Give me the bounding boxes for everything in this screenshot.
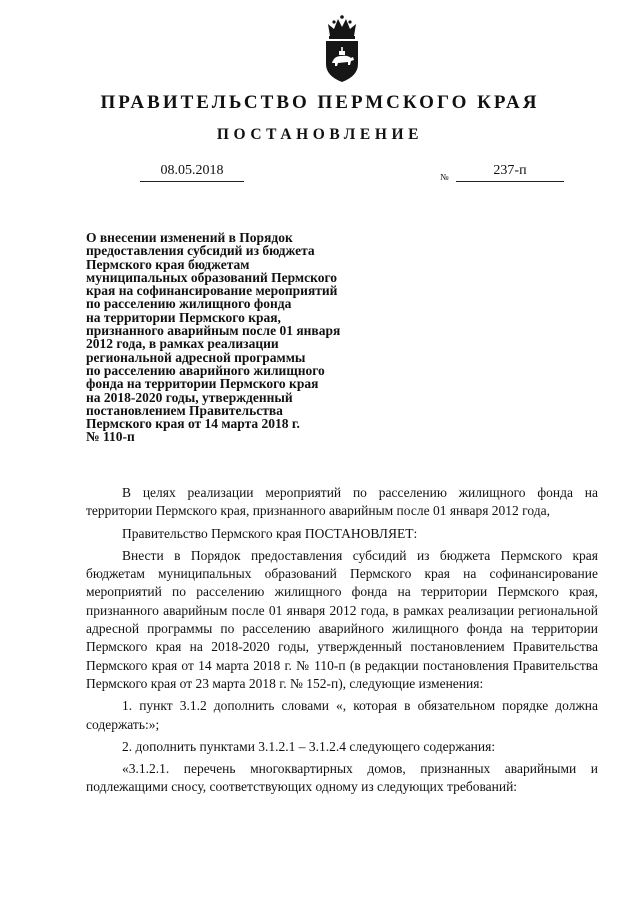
document-type: ПОСТАНОВЛЕНИЕ <box>216 126 424 143</box>
body-paragraph: Внести в Порядок предоставления субсидий из бюджета Пермского края бюджетам муниципальных образований Пермского края на софинансирование мероприятий по расселению жилищного фонда на территории Пермского края, признанного аварийным после 01 января 2012 года, в рамках реализации региональной адресной программы по расселению аварийного жилищного фонда на территории Пермского края на 2018-2020 годы, утвержденный постановлением Правительства Пермского края от 14 марта 2018 г. № 110-п (в редакции постановления Правительства Пермского края от 23 марта 2018 г. № 152-п), следующие изменения: <box>86 547 598 691</box>
document-number: 237-п <box>456 163 564 182</box>
body-paragraph: 1. пункт 3.1.2 дополнить словами «, которая в обязательном порядке должна содержать:»; <box>86 698 598 732</box>
document-body <box>86 484 598 797</box>
body-paragraph: «3.1.2.1. перечень многоквартирных домов, признанных аварийными и подлежащими сносу, соответствующих одному из следующих требований: <box>86 761 598 795</box>
body-paragraph: В целях реализации мероприятий по расселению жилищного фонда на территории Пермского края, признанного аварийным после 01 января 2012 года, <box>86 485 598 519</box>
body-paragraph: Правительство Пермского края ПОСТАНОВЛЯЕТ: <box>122 525 418 541</box>
government-title: ПРАВИТЕЛЬСТВО ПЕРМСКОГО КРАЯ <box>100 92 540 113</box>
body-paragraph: 2. дополнить пунктами 3.1.2.1 – 3.1.2.4 следующего содержания: <box>122 738 496 754</box>
perm-krai-coat-of-arms-icon <box>322 14 362 84</box>
number-label: № <box>440 172 449 182</box>
document-subject: О внесении изменений в Порядок предоставления субсидий из бюджета Пермского края бюджетам муниципальных образований Пермского края на софинансирование мероприятий по расселению жилищного фонда на территории Пермского края, признанного аварийным после 01 января 2012 года, в рамках реализации региональной адресной программы по расселению аварийного жилищного фонда на территории Пермского края на 2018-2020 годы, утвержденный постановлением Правительства Пермского края от 14 марта 2018 г. № 110-п <box>86 230 341 445</box>
document-date: 08.05.2018 <box>140 163 244 182</box>
